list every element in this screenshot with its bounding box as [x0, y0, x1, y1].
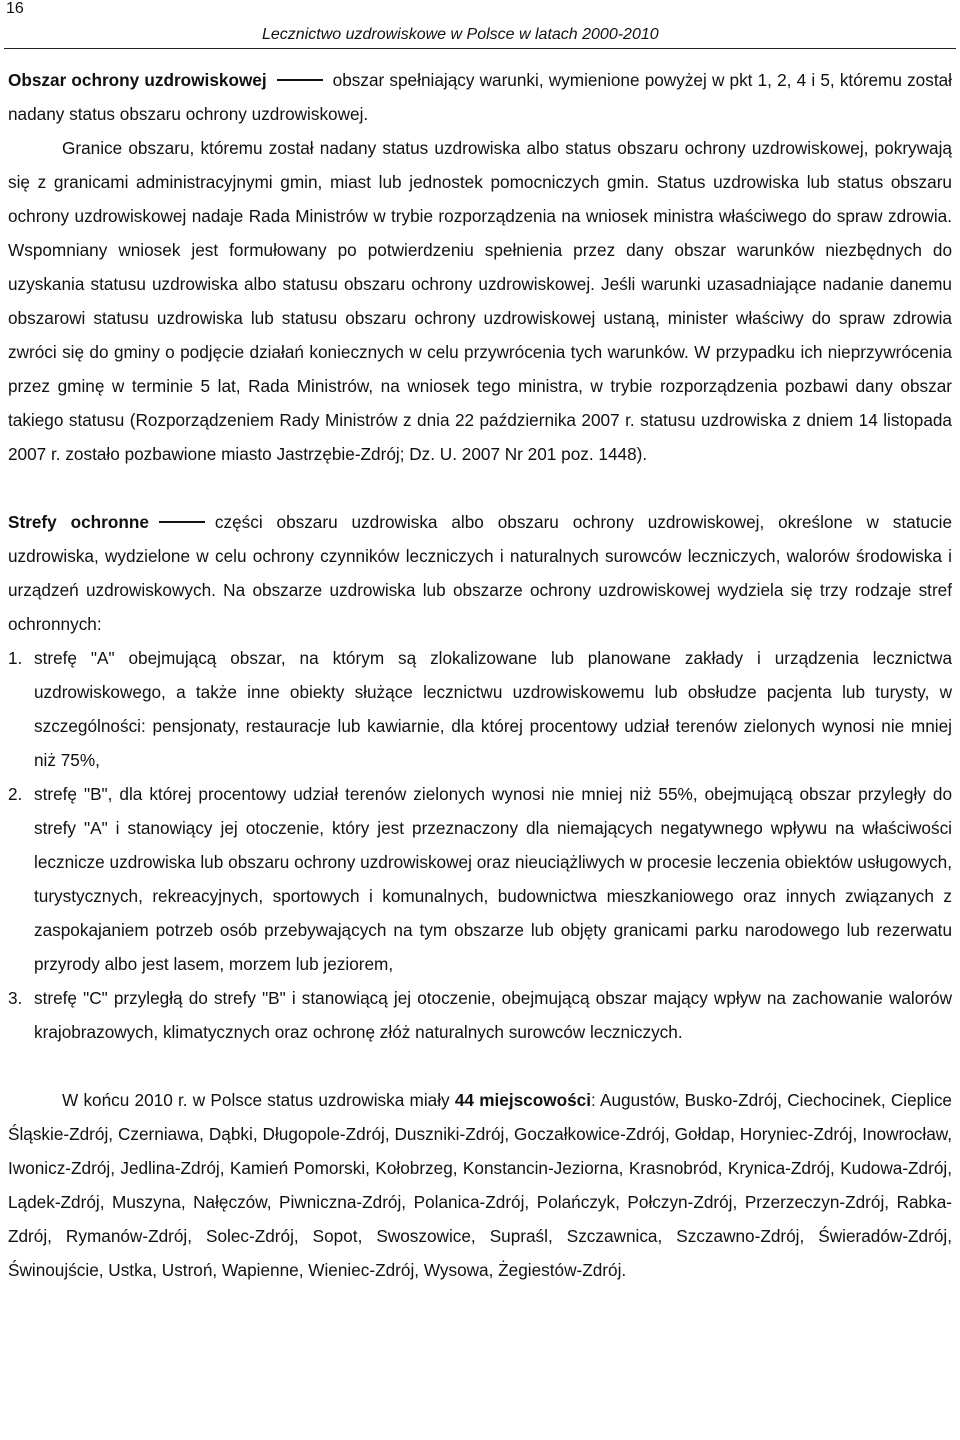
- list-marker: 2.: [8, 784, 23, 804]
- term-strefy-ochronne: Strefy ochronne: [8, 512, 149, 532]
- spa-towns-list: : Augustów, Busko-Zdrój, Ciechocinek, Cieplice Śląskie-Zdrój, Czerniawa, Dąbki, Długopole-Zdrój, Duszniki-Zdrój, Goczałkowice-Zdrój, Gołdap, Horyniec-Zdrój, Inowrocław, Iwonicz-Zdrój, Jedlina-Zdrój, Kamień Pomorski, Kołobrzeg, Konstancin-Jeziorna, Krasnobród, Krynica-Zdrój, Kudowa-Zdrój, Lądek-Zdrój, Muszyna, Nałęczów, Piwniczna-Zdrój, Polanica-Zdrój, Polańczyk, Połczyn-Zdrój, Przerzeczyn-Zdrój, Rabka-Zdrój, Rymanów-Zdrój, Solec-Zdrój, Sopot, Swoszowice, Supraśl, Szczawnica, Szczawno-Zdrój, Świeradów-Zdrój, Świnoujście, Ustka, Ustroń, Wapienne, Wieniec-Zdrój, Wysowa, Żegiestów-Zdrój.: [8, 1090, 952, 1280]
- zone-list-item: [8, 777, 952, 981]
- list-marker: 3.: [8, 988, 23, 1008]
- zone-list: [8, 641, 952, 1049]
- paragraph-spa-towns: [8, 1083, 952, 1287]
- definition-strefy-ochronne-text: części obszaru uzdrowiska albo obszaru ochrony uzdrowiskowej, określone w statucie uzdrowiska, wydzielone w celu ochrony czynników leczniczych i naturalnych surowców leczniczych, walorów środowiska i urządzeń uzdrowiskowych. Na obszarze uzdrowiska lub obszarze ochrony uzdrowiskowej wydziela się trzy rodzaje stref ochronnych:: [8, 512, 953, 634]
- term-obszar-ochrony: Obszar ochrony uzdrowiskowej: [8, 70, 267, 90]
- paragraph-boundaries-part2: Status uzdrowiska lub status obszaru ochrony uzdrowiskowej nadaje Rada Ministrów w trybie rozporządzenia na wniosek ministra właściwego do spraw zdrowia. Wspomniany wniosek jest formułowany po potwierdzeniu spełnienia przez dany obszar warunków niezbędnych do uzyskania statusu uzdrowiska albo statusu obszaru ochrony uzdrowiskowej. Jeśli warunki uzasadniające nadanie danemu obszarowi statusu uzdrowiska lub statusu obszaru ochrony uzdrowiskowej ustaną, minister właściwy do spraw zdrowia zwróci się do gminy o podjęcie działań koniecznych w celu przywrócenia tych warunków. W przypadku ich nieprzywrócenia przez gminę w terminie 5 lat, Rada Ministrów, na wniosek tego ministra, w trybie rozporządzenia pozbawi dany obszar takiego statusu (Rozporządzeniem Rady Ministrów z dnia 22 października 2007 r. statusu uzdrowiska z dniem 14 listopada 2007 r. zostało pozbawione miasto Jastrzębie-Zdrój; Dz. U. 2007 Nr 201 poz. 1448).: [8, 172, 952, 464]
- em-dash: [277, 79, 323, 81]
- spa-towns-intro: W końcu 2010 r. w Polsce status uzdrowiska miały: [62, 1090, 455, 1110]
- paragraph-boundaries-part1: Granice obszaru, któremu został nadany status uzdrowiska albo status obszaru ochrony uzdrowiskowej, pokrywają się z granicami administracyjnymi gmin, miast lub jednostek pomocniczych gmin.: [8, 138, 952, 192]
- zone-list-item: [8, 981, 952, 1049]
- page-number: 16: [6, 0, 24, 17]
- body-text: [8, 63, 952, 1287]
- definition-strefy-ochronne: [8, 505, 952, 641]
- zone-text: strefę "A" obejmującą obszar, na którym są zlokalizowane lub planowane zakłady i urządzenia lecznictwa uzdrowiskowego, a także inne obiekty służące lecznictwu uzdrowiskowemu lub obsłudze pacjenta lub turysty, w szczególności: pensjonaty, restauracje lub kawiarnie, dla której procentowy udział terenów zielonych wynosi nie mniej niż 75%,: [34, 648, 952, 770]
- running-header: Lecznictwo uzdrowiskowe w Polsce w latach 2000-2010: [262, 26, 659, 43]
- list-marker: 1.: [8, 648, 23, 668]
- spa-towns-count: 44 miejscowości: [454, 1090, 591, 1110]
- header-rule: [4, 48, 956, 49]
- zone-text: strefę "C" przyległą do strefy "B" i stanowiącą jej otoczenie, obejmującą obszar mający wpływ na zachowanie walorów krajobrazowych, klimatycznych oraz ochronę złóż naturalnych surowców leczniczych.: [34, 988, 952, 1042]
- zone-text: strefę "B", dla której procentowy udział terenów zielonych wynosi nie mniej niż 55%, obejmującą obszar przyległy do strefy "A" i stanowiący jej otoczenie, który jest przeznaczony dla niemających negatywnego wpływu na właściwości lecznicze uzdrowiska lub obszaru ochrony uzdrowiskowej oraz nieuciążliwych w procesie leczenia obiektów usługowych, turystycznych, rekreacyjnych, sportowych i komunalnych, budownictwa mieszkaniowego oraz innych związanych z zaspokajaniem potrzeb osób przebywających na tym obszarze lub objęty granicami parku narodowego lub rezerwatu przyrody albo jest lasem, morzem lub jeziorem,: [34, 784, 952, 974]
- definition-obszar-ochrony-text: obszar spełniający warunki, wymienione powyżej w pkt 1, 2, 4 i 5, któremu został nadany status obszaru ochrony uzdrowiskowej.: [8, 70, 952, 124]
- paragraph-boundaries: [8, 131, 952, 471]
- definition-obszar-ochrony: [8, 63, 952, 131]
- em-dash: [159, 521, 205, 523]
- zone-list-item: [8, 641, 952, 777]
